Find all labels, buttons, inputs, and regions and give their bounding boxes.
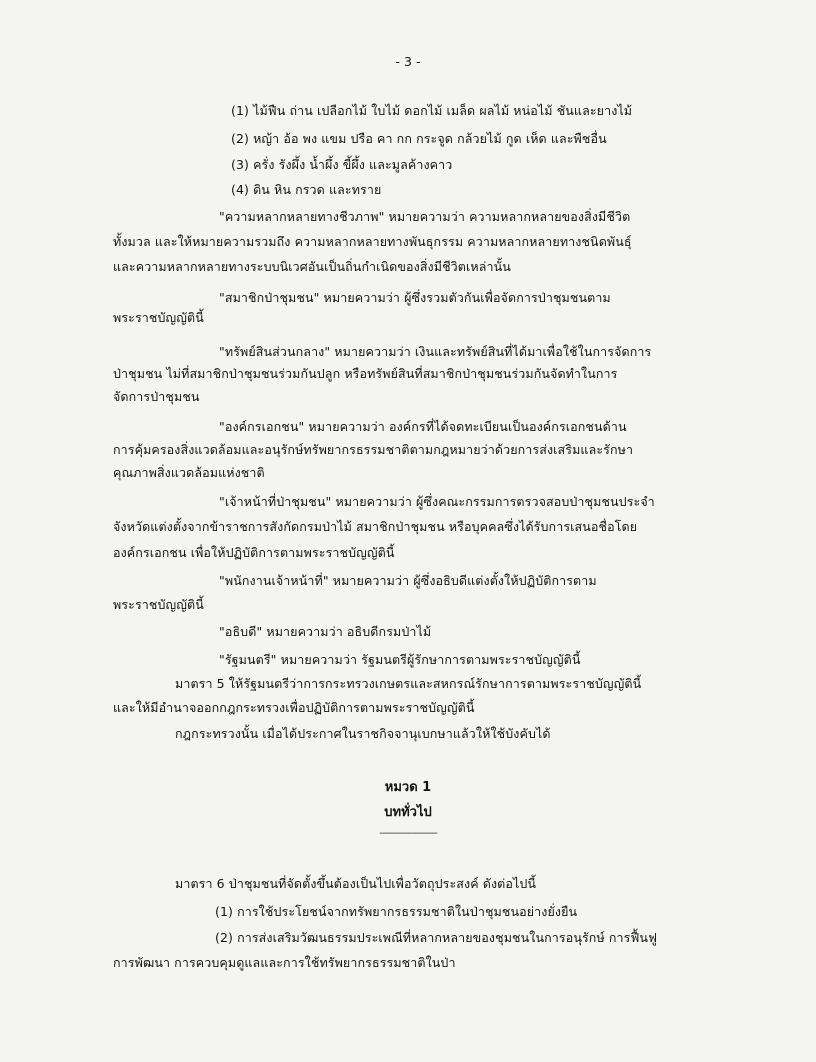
definition-line: "ทรัพย์สินส่วนกลาง" หมายความว่า เงินและทรัพย์สินที่ได้มาเพื่อใช้ในการจัดการ — [219, 344, 652, 359]
chapter-title: บททั่วไป — [384, 805, 432, 820]
section-6-line: การพัฒนา การควบคุมดูแลและการใช้ทรัพยากรธรรมชาติในป่า — [113, 955, 456, 970]
section-5-line: กฎกระทรวงนั้น เมื่อได้ประกาศในราชกิจจานุเบกษาแล้วให้ใช้บังคับได้ — [175, 726, 551, 741]
chapter-number: หมวด 1 — [384, 780, 432, 795]
section-6-line: มาตรา 6 ป่าชุมชนที่จัดตั้งขึ้นต้องเป็นไปเพื่อวัตถุประสงค์ ดังต่อไปนี้ — [175, 876, 537, 891]
item-line: (3) ครั่ง รังผึ้ง น้ำผึ้ง ขี้ผึ้ง และมูลค้างคาว — [231, 157, 453, 172]
definition-line: "พนักงานเจ้าหน้าที่" หมายความว่า ผู้ซึ่งอธิบดีแต่งตั้งให้ปฏิบัติการตาม — [219, 573, 597, 588]
definition-line: "ความหลากหลายทางชีวภาพ" หมายความว่า ความหลากหลายของสิ่งมีชีวิต — [219, 209, 631, 224]
definition-line: การคุ้มครองสิ่งแวดล้อมและอนุรักษ์ทรัพยากรธรรมชาติตามกฎหมายว่าด้วยการส่งเสริมและรักษา — [113, 442, 634, 457]
definition-line: "อธิบดี" หมายความว่า อธิบดีกรมป่าไม้ — [219, 624, 432, 639]
definition-line: "รัฐมนตรี" หมายความว่า รัฐมนตรีผู้รักษาการตามพระราชบัญญัตินี้ — [219, 652, 581, 667]
definition-line: จัดการป่าชุมชน — [113, 389, 200, 404]
section-6-line: (2) การส่งเสริมวัฒนธรรมประเพณีที่หลากหลายของชุมชนในการอนุรักษ์ การฟื้นฟู — [215, 930, 658, 945]
page-number: - 3 - — [395, 54, 421, 69]
section-5-line: และให้มีอำนาจออกกฎกระทรวงเพื่อปฏิบัติการตามพระราชบัญญัตินี้ — [113, 700, 475, 715]
definition-line: จังหวัดแต่งตั้งจากข้าราชการสังกัดกรมป่าไม้ สมาชิกป่าชุมชน หรือบุคคลซึ่งได้รับการเสนอชื่อโดย — [113, 519, 638, 534]
definition-line: "องค์กรเอกชน" หมายความว่า องค์กรที่ได้จดทะเบียนเป็นองค์กรเอกชนด้าน — [219, 419, 627, 434]
definition-line: ป่าชุมชน ไม่ที่สมาชิกป่าชุมชนร่วมกันปลูก หรือทรัพย์สินที่สมาชิกป่าชุมชนร่วมกันจัดทำในการ — [113, 366, 618, 381]
item-line: (4) ดิน หิน กรวด และทราย — [231, 182, 382, 197]
definition-line: องค์กรเอกชน เพื่อให้ปฏิบัติการตามพระราชบัญญัตินี้ — [113, 545, 395, 560]
definition-line: "เจ้าหน้าที่ป่าชุมชน" หมายความว่า ผู้ซึ่งคณะกรรมการตรวจสอบป่าชุมชนประจำ — [219, 494, 655, 509]
definition-line: ทั้งมวล และให้หมายความรวมถึง ความหลากหลายทางพันธุกรรม ความหลากหลายทางชนิดพันธุ์ — [113, 234, 632, 249]
definition-line: พระราชบัญญัตินี้ — [113, 597, 204, 612]
item-line: (1) ไม้ฟืน ถ่าน เปลือกไม้ ใบไม้ ดอกไม้ เมล็ด ผลไม้ หน่อไม้ ชันและยางไม้ — [231, 103, 633, 118]
definition-line: พระราชบัญญัตินี้ — [113, 310, 204, 325]
definition-line: และความหลากหลายทางระบบนิเวศอันเป็นถิ่นกำเนิดของสิ่งมีชีวิตเหล่านั้น — [113, 259, 511, 274]
section-5-line: มาตรา 5 ให้รัฐมนตรีว่าการกระทรวงเกษตรและสหกรณ์รักษาการตามพระราชบัญญัตินี้ — [175, 676, 642, 691]
chapter-divider: ---------------------- — [379, 828, 437, 839]
item-line: (2) หญ้า อ้อ พง แขม ปรือ คา กก กระจูด กล้วยไม้ กูด เห็ด และพืชอื่น — [231, 131, 607, 146]
definition-line: คุณภาพสิ่งแวดล้อมแห่งชาติ — [113, 465, 265, 480]
section-6-line: (1) การใช้ประโยชน์จากทรัพยากรธรรมชาติในป่าชุมชนอย่างยั่งยืน — [215, 904, 578, 919]
definition-line: "สมาชิกป่าชุมชน" หมายความว่า ผู้ซึ่งรวมตัวกันเพื่อจัดการป่าชุมชนตาม — [219, 290, 611, 305]
